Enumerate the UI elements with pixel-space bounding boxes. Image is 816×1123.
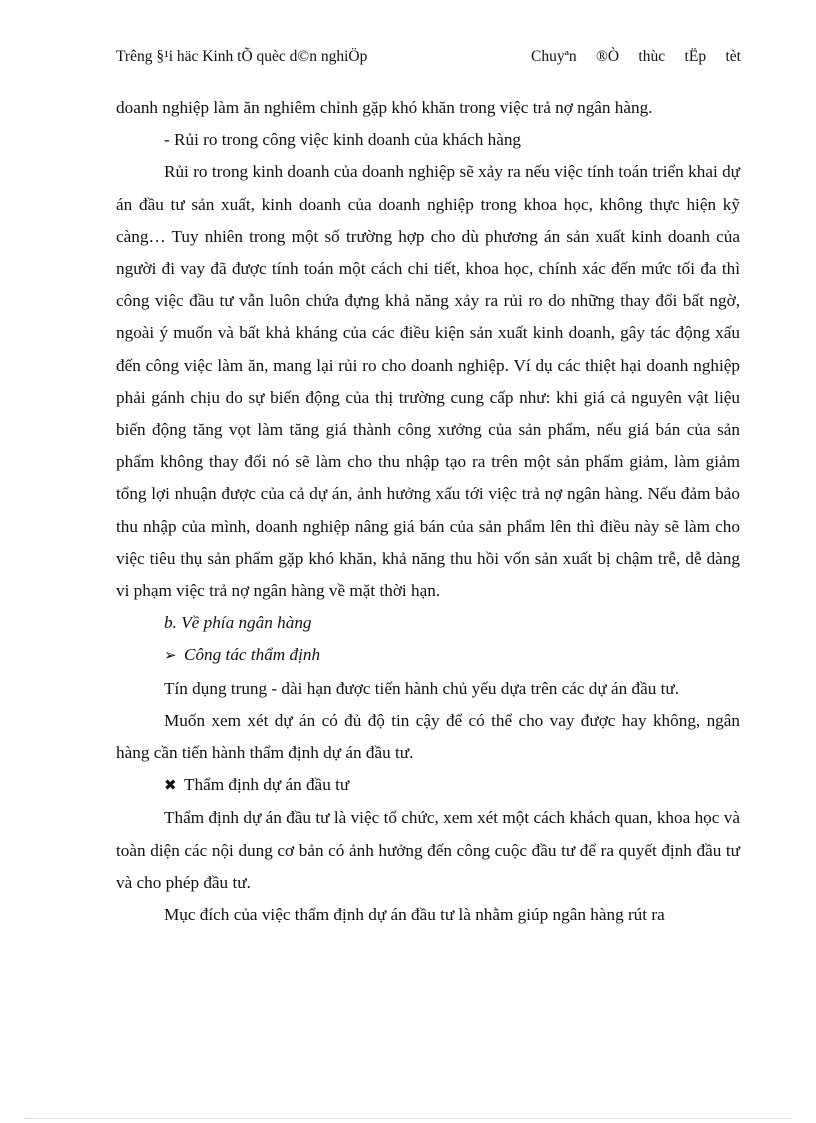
header-right-text: Chuyªn ®Ò thùc tËp tèt [531,48,741,65]
paragraph-medium-long-credit: Tín dụng trung - dài hạn được tiến hành chủ yếu dựa trên các dự án đầu tư. [164,678,680,698]
paragraph-continuation: doanh nghiệp làm ăn nghiêm chỉnh gặp khó khăn trong việc trả nợ ngân hàng. [116,98,653,117]
paragraph-reliability: Muốn xem xét dự án có đủ độ tin cậy để có thể cho vay được hay không, ngân hàng cần tiến hành thẩm định dự án đầu tư. [116,710,740,763]
document-body [116,92,740,931]
paragraph-business-risk: Rủi ro trong kinh doanh của doanh nghiệp sẽ xảy ra nếu việc tính toán triển khai dự án đầu tư sản xuất, kinh doanh của doanh nghiệp trong khoa học, không thực hiện kỹ càng… Tuy nhiên trong một số trường hợp cho dù phương án sản xuất kinh doanh của người đi vay đã được tính toán một cách chi tiết, khoa học, chính xác đến mức tối đa thì công việc đầu tư vẫn luôn chứa đựng khả năng xảy ra rủi ro do những thay đổi bất ngờ, ngoài ý muốn và bất khả kháng của các điều kiện sản xuất kinh doanh, gây tác động xấu đến công việc làm ăn, mang lại rủi ro cho doanh nghiệp. Ví dụ các thiệt hại doanh nghiệp phải gánh chịu do sự biến động của thị trường cung cấp như: khi giá cả nguyên vật liệu biến động tăng vọt làm tăng giá thành công xưởng của sản phẩm, nếu giá bán của sản phẩm không thay đổi nó sẽ làm cho thu nhập tạo ra trên một sản phẩm giảm, làm giảm tổng lợi nhuận được của cả dự án, ảnh hưởng xấu tới việc trả nợ ngân hàng. Nếu đảm bảo thu nhập của mình, doanh nghiệp nâng giá bán của sản phẩm lên thì điều này sẽ làm cho việc tiêu thụ sản phẩm gặp khó khăn, khả năng thu hồi vốn sản xuất bị chậm trễ, dễ dàng vi phạm việc trả nợ ngân hàng về mặt thời hạn. [116,162,740,601]
section-heading-bank-side: b. Về phía ngân hàng [164,613,312,633]
subheading-appraisal [116,639,740,672]
section-heading-business-risk: - Rủi ro trong công việc kinh doanh của khách hàng [164,130,522,150]
paragraph-appraisal-definition: Thẩm định dự án đầu tư là việc tổ chức, xem xét một cách khách quan, khoa học và toàn diện các nội dung cơ bản có ảnh hưởng đến công cuộc đầu tư để ra quyết định đầu tư và cho phép đầu tư. [116,808,740,892]
arrow-bullet-icon: ➢ [164,648,177,665]
page-bottom-divider [24,1118,792,1119]
cross-bullet-icon: ✖ [164,778,177,795]
subheading-project-appraisal [116,769,740,802]
header-left-text: Trêng §¹i häc Kinh tÕ quèc d©n nghiÖp [116,48,368,65]
subheading-project-appraisal-text: Thẩm định dự án đầu tư [184,775,350,795]
subheading-appraisal-text: Công tác thẩm định [184,645,321,665]
paragraph-appraisal-purpose: Mục đích của việc thẩm định dự án đầu tư là nhằm giúp ngân hàng rút ra [164,905,665,925]
